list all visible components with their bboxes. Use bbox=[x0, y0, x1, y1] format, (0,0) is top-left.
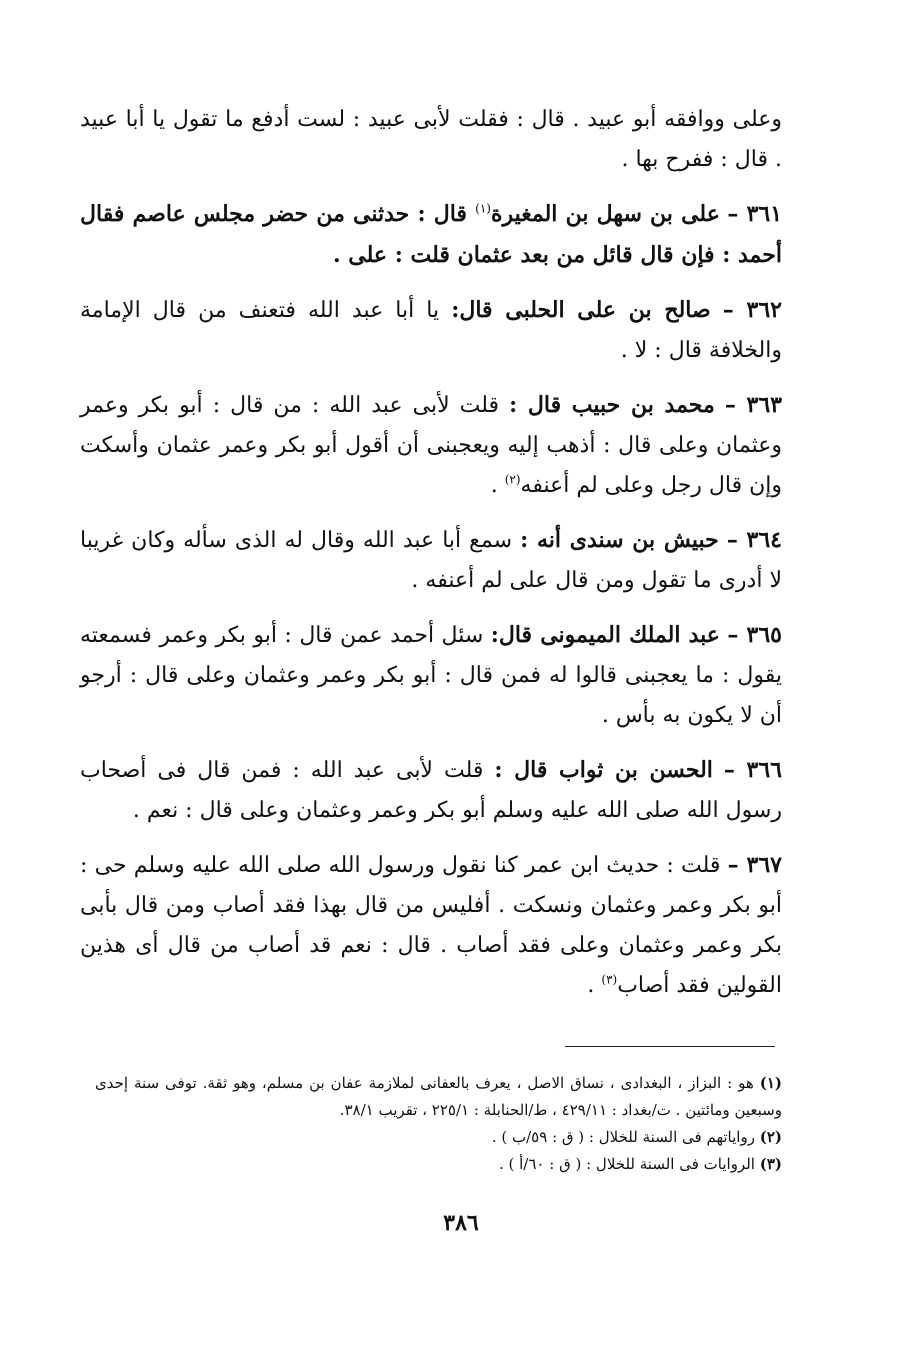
paragraph-tail: . bbox=[490, 473, 505, 498]
entry-number: ٣٦٤ – bbox=[726, 527, 782, 553]
paragraph-365 bbox=[80, 615, 782, 736]
paragraph-361 bbox=[80, 194, 782, 276]
footnote-ref[interactable]: (٢) bbox=[504, 472, 521, 487]
paragraph-text: سئل أحمد عمن قال : أبو بكر وعمر فسمعته يقول : ما يعجبنى قالوا له فمن قال : أبو بكر وعمر وعثمان وعلى قال : أرجو أن لا يكون به بأس . bbox=[80, 623, 782, 728]
footnote-text: هو : البزاز ، البغدادى ، نساق الاصل ، يعرف بالعفانى لملازمة عفان بن مسلم، وهو ثقة. توفى سنة إحدى وسبعين ومائتين . ت/بغداد : ٤٢٩/١١ ، ط/الحنابلة : ٢٢٥/١ ، تقريب ٣٨/١. bbox=[95, 1074, 782, 1119]
paragraph-text: قلت : حديث ابن عمر كنا نقول ورسول الله صلى الله عليه وسلم حى : أبو بكر وعمر وعثمان ونسكت . أفليس من قال بهذا فقد أصاب ومن قال بأبى بكر وعمر وعثمان وعلى فقد أصاب . قال : نعم قد أصاب من قال أى هذين القولين فقد أصاب bbox=[80, 853, 782, 998]
paragraph-362 bbox=[80, 290, 782, 371]
entry-number: ٣٦٧ – bbox=[727, 852, 782, 878]
entry-number: ٣٦٦ – bbox=[723, 757, 782, 783]
paragraph-continuation bbox=[80, 100, 782, 180]
footnote-ref[interactable]: (٣) bbox=[601, 972, 618, 987]
paragraph-text: قال : حدثنى من حضر مجلس عاصم فقال أحمد : فإن قال قائل من بعد عثمان قلت : على . bbox=[80, 201, 782, 268]
footnote-2 bbox=[95, 1124, 782, 1151]
page-number: ٣٨٦ bbox=[443, 1210, 479, 1236]
entry-number: ٣٦٣ – bbox=[724, 392, 782, 418]
paragraph-text: قلت لأبى عبد الله : من قال : أبو بكر وعمر وعثمان وعلى قال : أذهب إليه ويعجبنى أن أقول أبو بكر وعمر عثمان وأسكت وإن قال رجل وعلى لم أعنفه bbox=[80, 393, 782, 498]
paragraph-tail: . bbox=[587, 973, 602, 998]
paragraph-363 bbox=[80, 385, 782, 506]
footnotes bbox=[95, 1070, 782, 1178]
entry-number: ٣٦٥ – bbox=[727, 622, 782, 648]
footnote-mark: (١) bbox=[759, 1074, 782, 1092]
footnote-mark: (٢) bbox=[759, 1128, 782, 1146]
entry-number: ٣٦١ – bbox=[727, 201, 783, 227]
paragraph-366 bbox=[80, 750, 782, 831]
main-text bbox=[80, 100, 782, 1020]
footnote-3 bbox=[95, 1151, 782, 1178]
footnote-text: رواياتهم فى السنة للخلال : ( ق : ٥٩/ب ) . bbox=[491, 1128, 760, 1146]
entry-number: ٣٦٢ – bbox=[722, 297, 782, 323]
paragraph-text: سمع أبا عبد الله وقال له الذى سأله وكان غريبا لا أدرى ما تقول ومن قال على لم أعنفه . bbox=[80, 528, 782, 593]
paragraph-text: قلت لأبى عبد الله : فمن قال فى أصحاب رسول الله صلى الله عليه وسلم أبو بكر وعمر وعثمان وعلى قال : نعم . bbox=[80, 758, 782, 823]
footnote-1 bbox=[95, 1070, 782, 1124]
narrator-name: حبيش بن سندى أنه : bbox=[520, 527, 719, 553]
footnote-divider bbox=[565, 1046, 775, 1047]
paragraph-text: يا أبا عبد الله فتعنف من قال الإمامة والخلافة قال : لا . bbox=[80, 298, 782, 363]
footnote-ref[interactable]: (١) bbox=[475, 201, 491, 216]
narrator-name: محمد بن حبيب قال : bbox=[509, 392, 715, 418]
footnote-mark: (٣) bbox=[759, 1155, 782, 1173]
narrator-name: الحسن بن ثواب قال : bbox=[494, 757, 713, 783]
narrator-name: على بن سهل بن المغيرة bbox=[490, 201, 720, 227]
paragraph-text: وعلى ووافقه أبو عبيد . قال : فقلت لأبى عبيد : لست أدفع ما تقول يا أبا عبيد . قال : ففرح بها . bbox=[80, 107, 782, 172]
paragraph-367 bbox=[80, 845, 782, 1006]
narrator-name: صالح بن على الحلبى قال: bbox=[451, 297, 711, 323]
footnote-text: الروايات فى السنة للخلال : ( ق : ٦٠/أ ) . bbox=[498, 1155, 760, 1173]
paragraph-364 bbox=[80, 520, 782, 601]
narrator-name: عبد الملك الميمونى قال: bbox=[490, 622, 720, 648]
